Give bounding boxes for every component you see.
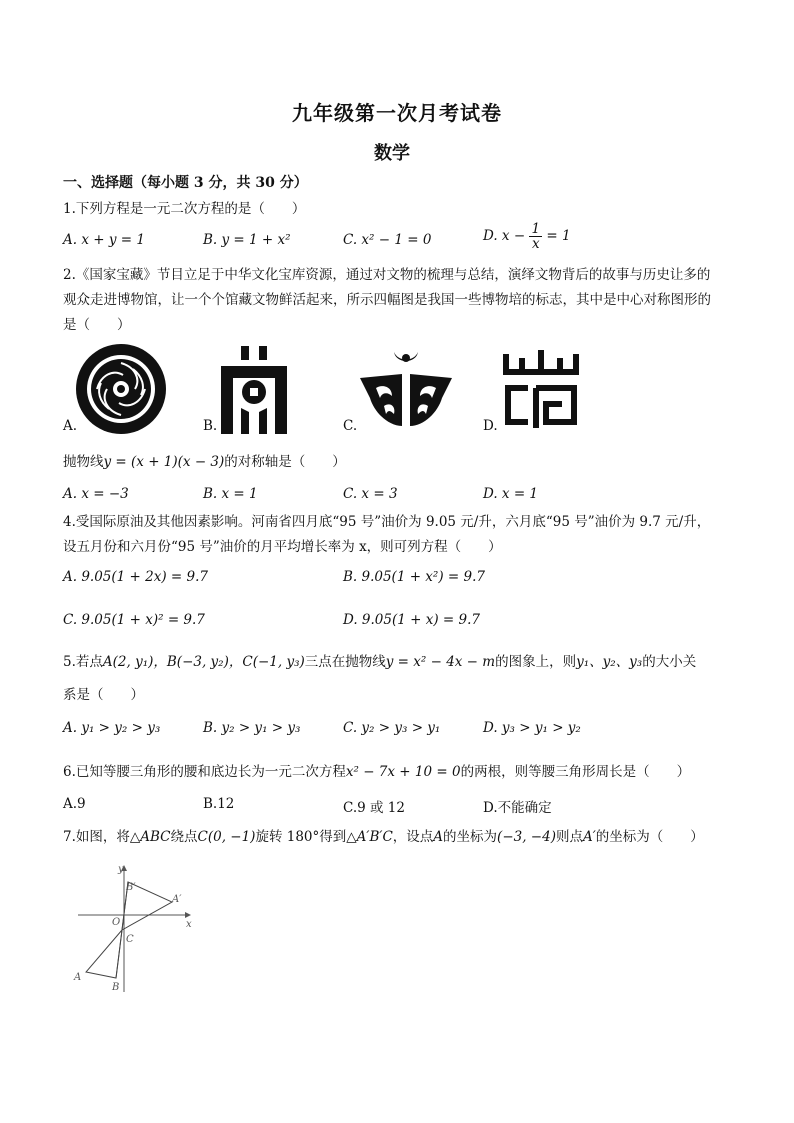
q3-option-a: A. x = −3 [63, 486, 129, 502]
q3-stem-prefix: 抛物线 [63, 454, 104, 470]
q5-option-c: C. y₂ > y₃ > y₁ [343, 720, 441, 736]
q3-option-b: B. x = 1 [203, 486, 258, 502]
q4-option-c: C. 9.05(1 + x)² = 9.7 [63, 612, 205, 628]
q1-option-d-prefix: D. x − [483, 228, 526, 244]
q1-option-b: B. y = 1 + x² [203, 232, 291, 248]
q5-stem-expr: y = x² − 4x − m [385, 654, 496, 670]
q7-point-a2: A′ [582, 829, 596, 845]
q7-stem-e: 的坐标为 [443, 829, 498, 845]
x-axis-label: x [186, 919, 192, 930]
q7-point-a-coord: (−3, −4) [497, 829, 556, 845]
q7-stem-c: 旋转 180°得到△ [255, 829, 357, 845]
q5-stem-b: 三点在抛物线 [304, 654, 386, 670]
q5-stem-d: 的大小关 [642, 654, 697, 670]
q7-stem-d: ，设点 [392, 829, 434, 845]
subject-title: 数学 [374, 143, 410, 164]
q3-stem-expr: y = (x + 1)(x − 3) [103, 454, 225, 470]
q7-stem [63, 827, 704, 847]
q1-option-d [483, 222, 571, 251]
q2-label-d: D. [483, 418, 498, 434]
q7-stem-f: 则点 [555, 829, 583, 845]
segment-bb2 [116, 882, 128, 978]
q6-option-a: A.9 [63, 796, 86, 812]
q7-triangle-abc: ABC [140, 829, 171, 845]
section-heading: 一、选择题（每小题 3 分，共 30 分） [63, 175, 308, 191]
fraction-numerator: 1 [531, 221, 541, 237]
q7-stem-a: 7.如图，将△ [63, 829, 141, 845]
q6-option-c: C.9 或 12 [343, 800, 405, 816]
q6-stem-a: 6.已知等腰三角形的腰和底边长为一元二次方程 [63, 764, 346, 780]
q7-point-a: A [433, 829, 444, 845]
q5-stem-points: A(2, y₁)，B(−3, y₂)，C(−1, y₃) [102, 654, 305, 670]
point-c-label: C [126, 934, 134, 945]
y-axis-label: y [118, 864, 124, 875]
q3-stem-suffix: 的对称轴是（ ） [224, 454, 346, 470]
museum-logo-b-icon [219, 346, 289, 434]
q2-label-c: C. [343, 418, 358, 434]
q1-option-d-fraction [529, 222, 542, 251]
q1-stem: 1.下列方程是一元二次方程的是（ ） [63, 201, 306, 217]
origin-label: O [112, 917, 121, 928]
q6-stem-expr: x² − 7x + 10 = 0 [345, 764, 461, 780]
q6-option-d: D.不能确定 [483, 800, 552, 816]
q3-stem [63, 452, 346, 472]
q1-option-d-suffix: = 1 [546, 228, 571, 244]
page-title: 九年级第一次月考试卷 [292, 101, 502, 125]
q4-stem-line2: 设五月份和六月份“95 号”油价的月平均增长率为 x，则可列方程（ ） [63, 539, 502, 555]
q7-triangle-a2b2c: A′B′C [356, 829, 393, 845]
q2-stem-line1: 2.《国家宝藏》节目立足于中华文化宝库资源，通过对文物的梳理与总结，演绎文物背后的故事与历史让多的 [63, 267, 711, 283]
q1-option-c: C. x² − 1 = 0 [343, 232, 432, 248]
q5-stem-c: 的图象上，则 [495, 654, 577, 670]
q4-option-a: A. 9.05(1 + 2x) = 9.7 [63, 569, 208, 585]
q6-stem-b: 的两根，则等腰三角形周长是（ ） [460, 764, 691, 780]
q2-stem-line2: 观众走进博物馆，让一个个馆藏文物鲜活起来，所示四幅图是我国一些博物培的标志，其中是中心对称图形的 [63, 292, 711, 308]
q7-point-c: C(0, −1) [197, 829, 256, 845]
q2-label-a: A. [63, 418, 78, 434]
q4-stem-line1: 4.受国际原油及其他因素影响。河南省四月底“95 号”油价为 9.05 元/升，六月底“95 号”油价为 9.7 元/升， [63, 514, 711, 530]
q4-option-d: D. 9.05(1 + x) = 9.7 [343, 612, 480, 628]
museum-logo-c-icon [358, 348, 454, 430]
q5-stem-line2: 系是（ ） [63, 687, 144, 703]
q3-option-d: D. x = 1 [483, 486, 539, 502]
q7-rotation-figure [68, 860, 198, 995]
q2-stem-line3: 是（ ） [63, 317, 131, 333]
fraction-denominator: x [531, 236, 540, 252]
q3-option-c: C. x = 3 [343, 486, 398, 502]
q5-stem-vars: y₁、y₂、y₃ [576, 654, 643, 670]
museum-logo-a-icon [75, 343, 167, 435]
q6-option-b: B.12 [203, 796, 235, 812]
q5-stem-a: 5.若点 [63, 654, 103, 670]
q5-option-d: D. y₃ > y₁ > y₂ [483, 720, 581, 736]
q4-option-b: B. 9.05(1 + x²) = 9.7 [343, 569, 485, 585]
museum-logo-d-icon [500, 348, 582, 432]
q6-stem [63, 762, 690, 782]
q5-option-b: B. y₂ > y₁ > y₃ [203, 720, 301, 736]
q7-stem-g: 的坐标为（ ） [595, 829, 704, 845]
point-a2-label: A′ [172, 894, 182, 905]
point-a-label: A [74, 972, 82, 983]
point-b-label: B [112, 982, 120, 993]
point-b2-label: B′ [126, 882, 136, 893]
q2-label-b: B. [203, 418, 218, 434]
q5-option-a: A. y₁ > y₂ > y₃ [63, 720, 161, 736]
q1-option-a: A. x + y = 1 [63, 232, 145, 248]
q7-stem-b: 绕点 [170, 829, 198, 845]
q5-stem-line1 [63, 652, 696, 672]
